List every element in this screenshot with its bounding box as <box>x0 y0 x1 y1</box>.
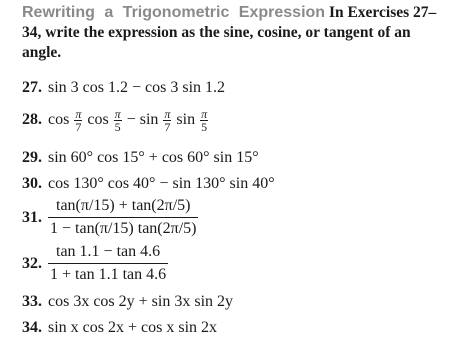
exercise-number: 27. <box>22 79 42 96</box>
denominator: 1 − tan(π/15) tan(2π/5) <box>50 220 197 237</box>
exercise-30 <box>22 174 275 194</box>
exercise-number: 30. <box>22 175 42 192</box>
exercise-expression: cos 3x cos 2y + sin 3x sin 2y <box>48 293 234 310</box>
exercise-31 <box>22 196 198 239</box>
exercise-28 <box>22 108 209 133</box>
term-cos: cos <box>87 111 109 129</box>
exercise-heading <box>22 3 448 63</box>
fraction-expression <box>48 196 198 239</box>
fraction-pi-over-7: $\frac{\pi}{7}$ <box>75 107 82 134</box>
denominator: 1 + tan 1.1 tan 4.6 <box>50 266 167 283</box>
exercise-number: 33. <box>22 293 42 310</box>
exercise-34 <box>22 318 217 338</box>
term-cos: cos <box>48 111 70 129</box>
instructions-text: In Exercises 27–34, write the expression as the sine, cosine, or tangent of an angle. <box>22 4 437 61</box>
fraction-expression <box>48 242 168 285</box>
exercise-expression: sin 3 cos 1.2 − cos 3 sin 1.2 <box>48 79 226 96</box>
exercise-33 <box>22 292 233 312</box>
exercise-expression: sin x cos 2x + cos x sin 2x <box>48 319 218 336</box>
term-minus-sin: − sin <box>126 111 159 129</box>
exercise-number: 31. <box>22 208 42 226</box>
fraction-pi-over-5: $\frac{\pi}{5}$ <box>114 107 121 134</box>
exercise-number: 34. <box>22 319 42 336</box>
term-sin: sin <box>176 111 196 129</box>
section-title: Rewriting a Trigonometric Expression <box>22 4 326 21</box>
numerator: tan(π/15) + tan(2π/5) <box>48 196 198 218</box>
exercise-number: 28. <box>22 111 42 129</box>
exercise-number: 32. <box>22 254 42 272</box>
exercise-27 <box>22 78 225 98</box>
exercise-number: 29. <box>22 149 42 166</box>
exercise-expression: sin 60° cos 15° + cos 60° sin 15° <box>48 149 259 166</box>
exercise-29 <box>22 148 259 168</box>
fraction-pi-over-5: $\frac{\pi}{5}$ <box>201 107 208 134</box>
fraction-pi-over-7: $\frac{\pi}{7}$ <box>164 107 171 134</box>
exercise-expression: cos 130° cos 40° − sin 130° sin 40° <box>48 175 275 192</box>
exercise-32 <box>22 242 168 285</box>
numerator: tan 1.1 − tan 4.6 <box>48 242 168 264</box>
